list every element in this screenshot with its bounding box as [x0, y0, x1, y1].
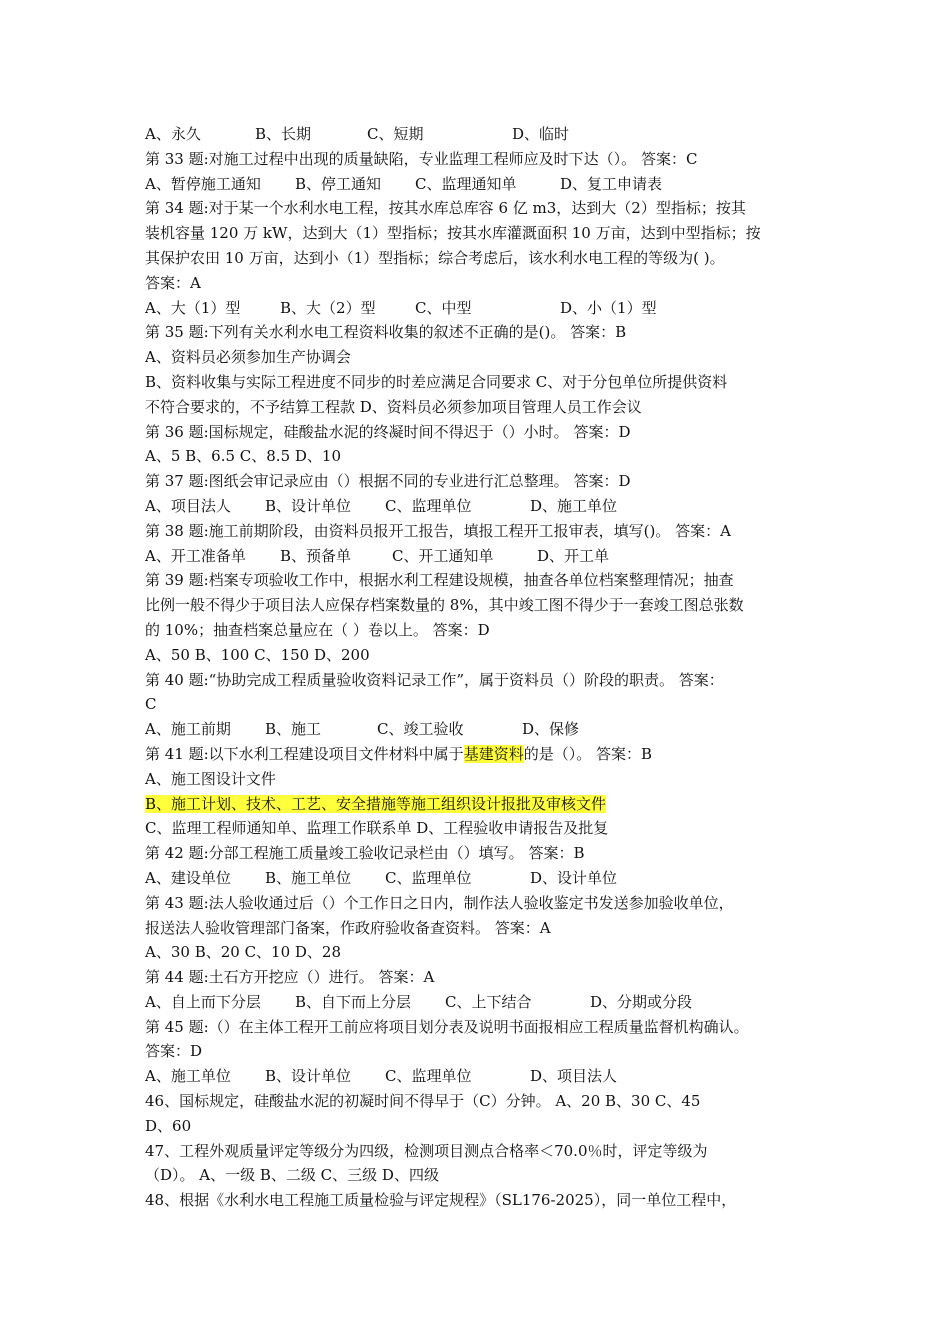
- text-line: [145, 519, 820, 544]
- option-text: C、监理单位: [385, 1067, 472, 1086]
- text-line: [145, 147, 820, 172]
- option-text: B、长期: [255, 125, 312, 143]
- line-text: （D）。 A、一级 B、二级 C、三级 D、四级: [145, 1166, 439, 1185]
- option-text: D、复工申请表: [560, 174, 663, 193]
- text-line: [145, 692, 820, 717]
- line-text: 的 10%；抽查档案总量应在（ ）卷以上。 答案：D: [145, 620, 490, 639]
- option-text: B、大（2）型: [280, 298, 376, 317]
- line-text: 第 45 题:（）在主体工程开工前应将项目划分表及说明书面报相应工程质量监督机构确认。: [145, 1017, 749, 1036]
- text-line: [145, 1089, 820, 1114]
- line-text: 第 40 题:“协助完成工程质量验收资料记录工作”，属于资料员（）阶段的职责。 答案：: [145, 670, 724, 689]
- options-line: [145, 990, 820, 1015]
- option-text: A、建设单位: [145, 868, 231, 887]
- text-line: [145, 940, 820, 965]
- option-text: D、设计单位: [530, 868, 618, 887]
- options-line: [145, 122, 820, 147]
- line-text: 装机容量 120 万 kW，达到大（1）型指标；按其水库灌溉面积 10 万亩，达到中型指标；按: [145, 224, 761, 243]
- option-text: C、上下结合: [445, 992, 532, 1011]
- line-text: A、资料员必须参加生产协调会: [145, 348, 351, 367]
- text-line: [145, 370, 820, 395]
- options-line: [145, 866, 820, 891]
- option-text: B、设计单位: [265, 1067, 352, 1086]
- option-text: A、永久: [145, 125, 201, 143]
- line-text: 第 44 题:土石方开挖应（）进行。 答案：A: [145, 968, 435, 987]
- text-line: [145, 841, 820, 866]
- text-line: [145, 469, 820, 494]
- option-text: C、中型: [415, 298, 472, 317]
- highlighted-text: 基建资料: [463, 744, 524, 763]
- highlighted-text: B、施工计划、技术、工艺、安全措施等施工组织设计报批及审核文件: [145, 794, 607, 813]
- option-text: D、开工单: [537, 546, 610, 565]
- option-text: A、项目法人: [145, 496, 231, 515]
- text-line: [145, 271, 820, 296]
- text-line: [145, 568, 820, 593]
- option-text: C、开工通知单: [392, 546, 494, 565]
- option-text: B、自下而上分层: [295, 992, 412, 1011]
- options-line: [145, 717, 820, 742]
- text-line: [145, 1139, 820, 1164]
- options-line: [145, 296, 820, 321]
- text-line: [145, 345, 820, 370]
- text-line: [145, 668, 820, 693]
- text-line: [145, 1188, 820, 1213]
- option-text: A、施工前期: [145, 720, 231, 739]
- option-text: A、施工单位: [145, 1067, 231, 1086]
- line-text: 第 41 题:以下水利工程建设项目文件材料中属于: [145, 744, 464, 763]
- line-text: 47、工程外观质量评定等级分为四级，检测项目测点合格率＜70.0％时，评定等级为: [145, 1141, 708, 1160]
- option-text: A、暂停施工通知: [145, 174, 261, 193]
- text-line: [145, 1114, 820, 1139]
- option-text: C、监理通知单: [415, 174, 517, 193]
- option-text: B、设计单位: [265, 496, 352, 515]
- line-text: A、50 B、100 C、150 D、200: [145, 645, 370, 664]
- line-text: A、施工图设计文件: [145, 769, 276, 788]
- text-line: [145, 618, 820, 643]
- text-line: [145, 196, 820, 221]
- text-line: [145, 593, 820, 618]
- document-page: [145, 122, 820, 1213]
- line-text: 其保护农田 10 万亩，达到小（1）型指标；综合考虑后，该水利水电工程的等级为( )。: [145, 248, 725, 267]
- line-text: 第 35 题:下列有关水利水电工程资料收集的叙述不正确的是()。 答案：B: [145, 323, 627, 342]
- text-line: [145, 891, 820, 916]
- line-text: 的是（）。 答案：B: [523, 744, 652, 763]
- option-text: A、开工准备单: [145, 546, 246, 565]
- option-text: D、分期或分段: [590, 992, 693, 1011]
- option-text: A、大（1）型: [145, 298, 241, 317]
- line-text: 第 36 题:国标规定，硅酸盐水泥的终凝时间不得迟于（）小时。 答案：D: [145, 422, 631, 441]
- line-text: 答案：A: [145, 273, 201, 292]
- line-text: B、资料收集与实际工程进度不同步的时差应满足合同要求 C、对于分包单位所提供资料: [145, 372, 728, 391]
- option-text: C、短期: [367, 125, 424, 143]
- text-line: [145, 1163, 820, 1188]
- line-text: 第 43 题:法人验收通过后（）个工作日之日内，制作法人验收鉴定书发送参加验收单位，: [145, 893, 734, 912]
- text-line: [145, 965, 820, 990]
- line-text: 不符合要求的，不予结算工程款 D、资料员必须参加项目管理人员工作会议: [145, 397, 642, 416]
- text-line: [145, 916, 820, 941]
- line-text: 第 38 题:施工前期阶段，由资料员报开工报告，填报工程开工报审表，填写()。 答案：A: [145, 521, 731, 540]
- text-line: [145, 1015, 820, 1040]
- options-line: [145, 172, 820, 197]
- option-text: A、自上而下分层: [145, 992, 261, 1011]
- text-line: [145, 420, 820, 445]
- line-text: 第 42 题:分部工程施工质量竣工验收记录栏由（）填写。 答案：B: [145, 844, 585, 863]
- option-text: B、预备单: [280, 546, 352, 565]
- line-text: A、5 B、6.5 C、8.5 D、10: [145, 447, 342, 466]
- option-text: D、临时: [512, 125, 570, 143]
- option-text: D、施工单位: [530, 496, 618, 515]
- line-text: D、60: [145, 1116, 192, 1135]
- option-text: B、施工: [265, 720, 322, 739]
- line-text: 第 39 题:档案专项验收工作中，根据水利工程建设规模，抽查各单位档案整理情况；抽查: [145, 571, 734, 590]
- line-text: 比例一般不得少于项目法人应保存档案数量的 8%，其中竣工图不得少于一套竣工图总张数: [145, 596, 744, 615]
- options-line: [145, 494, 820, 519]
- option-text: D、保修: [522, 720, 580, 739]
- line-text: 第 37 题:图纸会审记录应由（）根据不同的专业进行汇总整理。 答案：D: [145, 472, 631, 491]
- line-text: 第 33 题:对施工过程中出现的质量缺陷，专业监理工程师应及时下达（）。 答案：C: [145, 149, 698, 168]
- text-line: [145, 221, 820, 246]
- options-line: [145, 1064, 820, 1089]
- options-line: [145, 544, 820, 569]
- text-line: [145, 444, 820, 469]
- option-text: C、监理单位: [385, 496, 472, 515]
- option-text: C、监理单位: [385, 868, 472, 887]
- line-text: C: [145, 695, 157, 714]
- text-line: [145, 816, 820, 841]
- line-text: 46、国标规定，硅酸盐水泥的初凝时间不得早于（C）分钟。 A、20 B、30 C、45: [145, 1092, 701, 1111]
- option-text: D、小（1）型: [560, 298, 657, 317]
- line-text: 答案：D: [145, 1042, 203, 1061]
- text-line: [145, 395, 820, 420]
- text-line: [145, 767, 820, 792]
- text-line: [145, 1039, 820, 1064]
- line-text: A、30 B、20 C、10 D、28: [145, 943, 342, 962]
- option-text: B、停工通知: [295, 174, 382, 193]
- text-line: [145, 643, 820, 668]
- text-line: [145, 742, 820, 767]
- option-text: D、项目法人: [530, 1067, 618, 1086]
- option-text: B、施工单位: [265, 868, 352, 887]
- text-line: [145, 792, 820, 817]
- line-text: 48、根据《水利水电工程施工质量检验与评定规程》（SL176-2025），同一单位工程中，: [145, 1191, 737, 1210]
- line-text: 第 34 题:对于某一个水利水电工程，按其水库总库容 6 亿 m3，达到大（2）型指标；按其: [145, 199, 746, 218]
- line-text: C、监理工程师通知单、监理工作联系单 D、工程验收申请报告及批复: [145, 819, 609, 838]
- text-line: [145, 320, 820, 345]
- text-line: [145, 246, 820, 271]
- line-text: 报送法人验收管理部门备案，作政府验收备查资料。 答案：A: [145, 918, 551, 937]
- option-text: C、竣工验收: [377, 720, 464, 739]
